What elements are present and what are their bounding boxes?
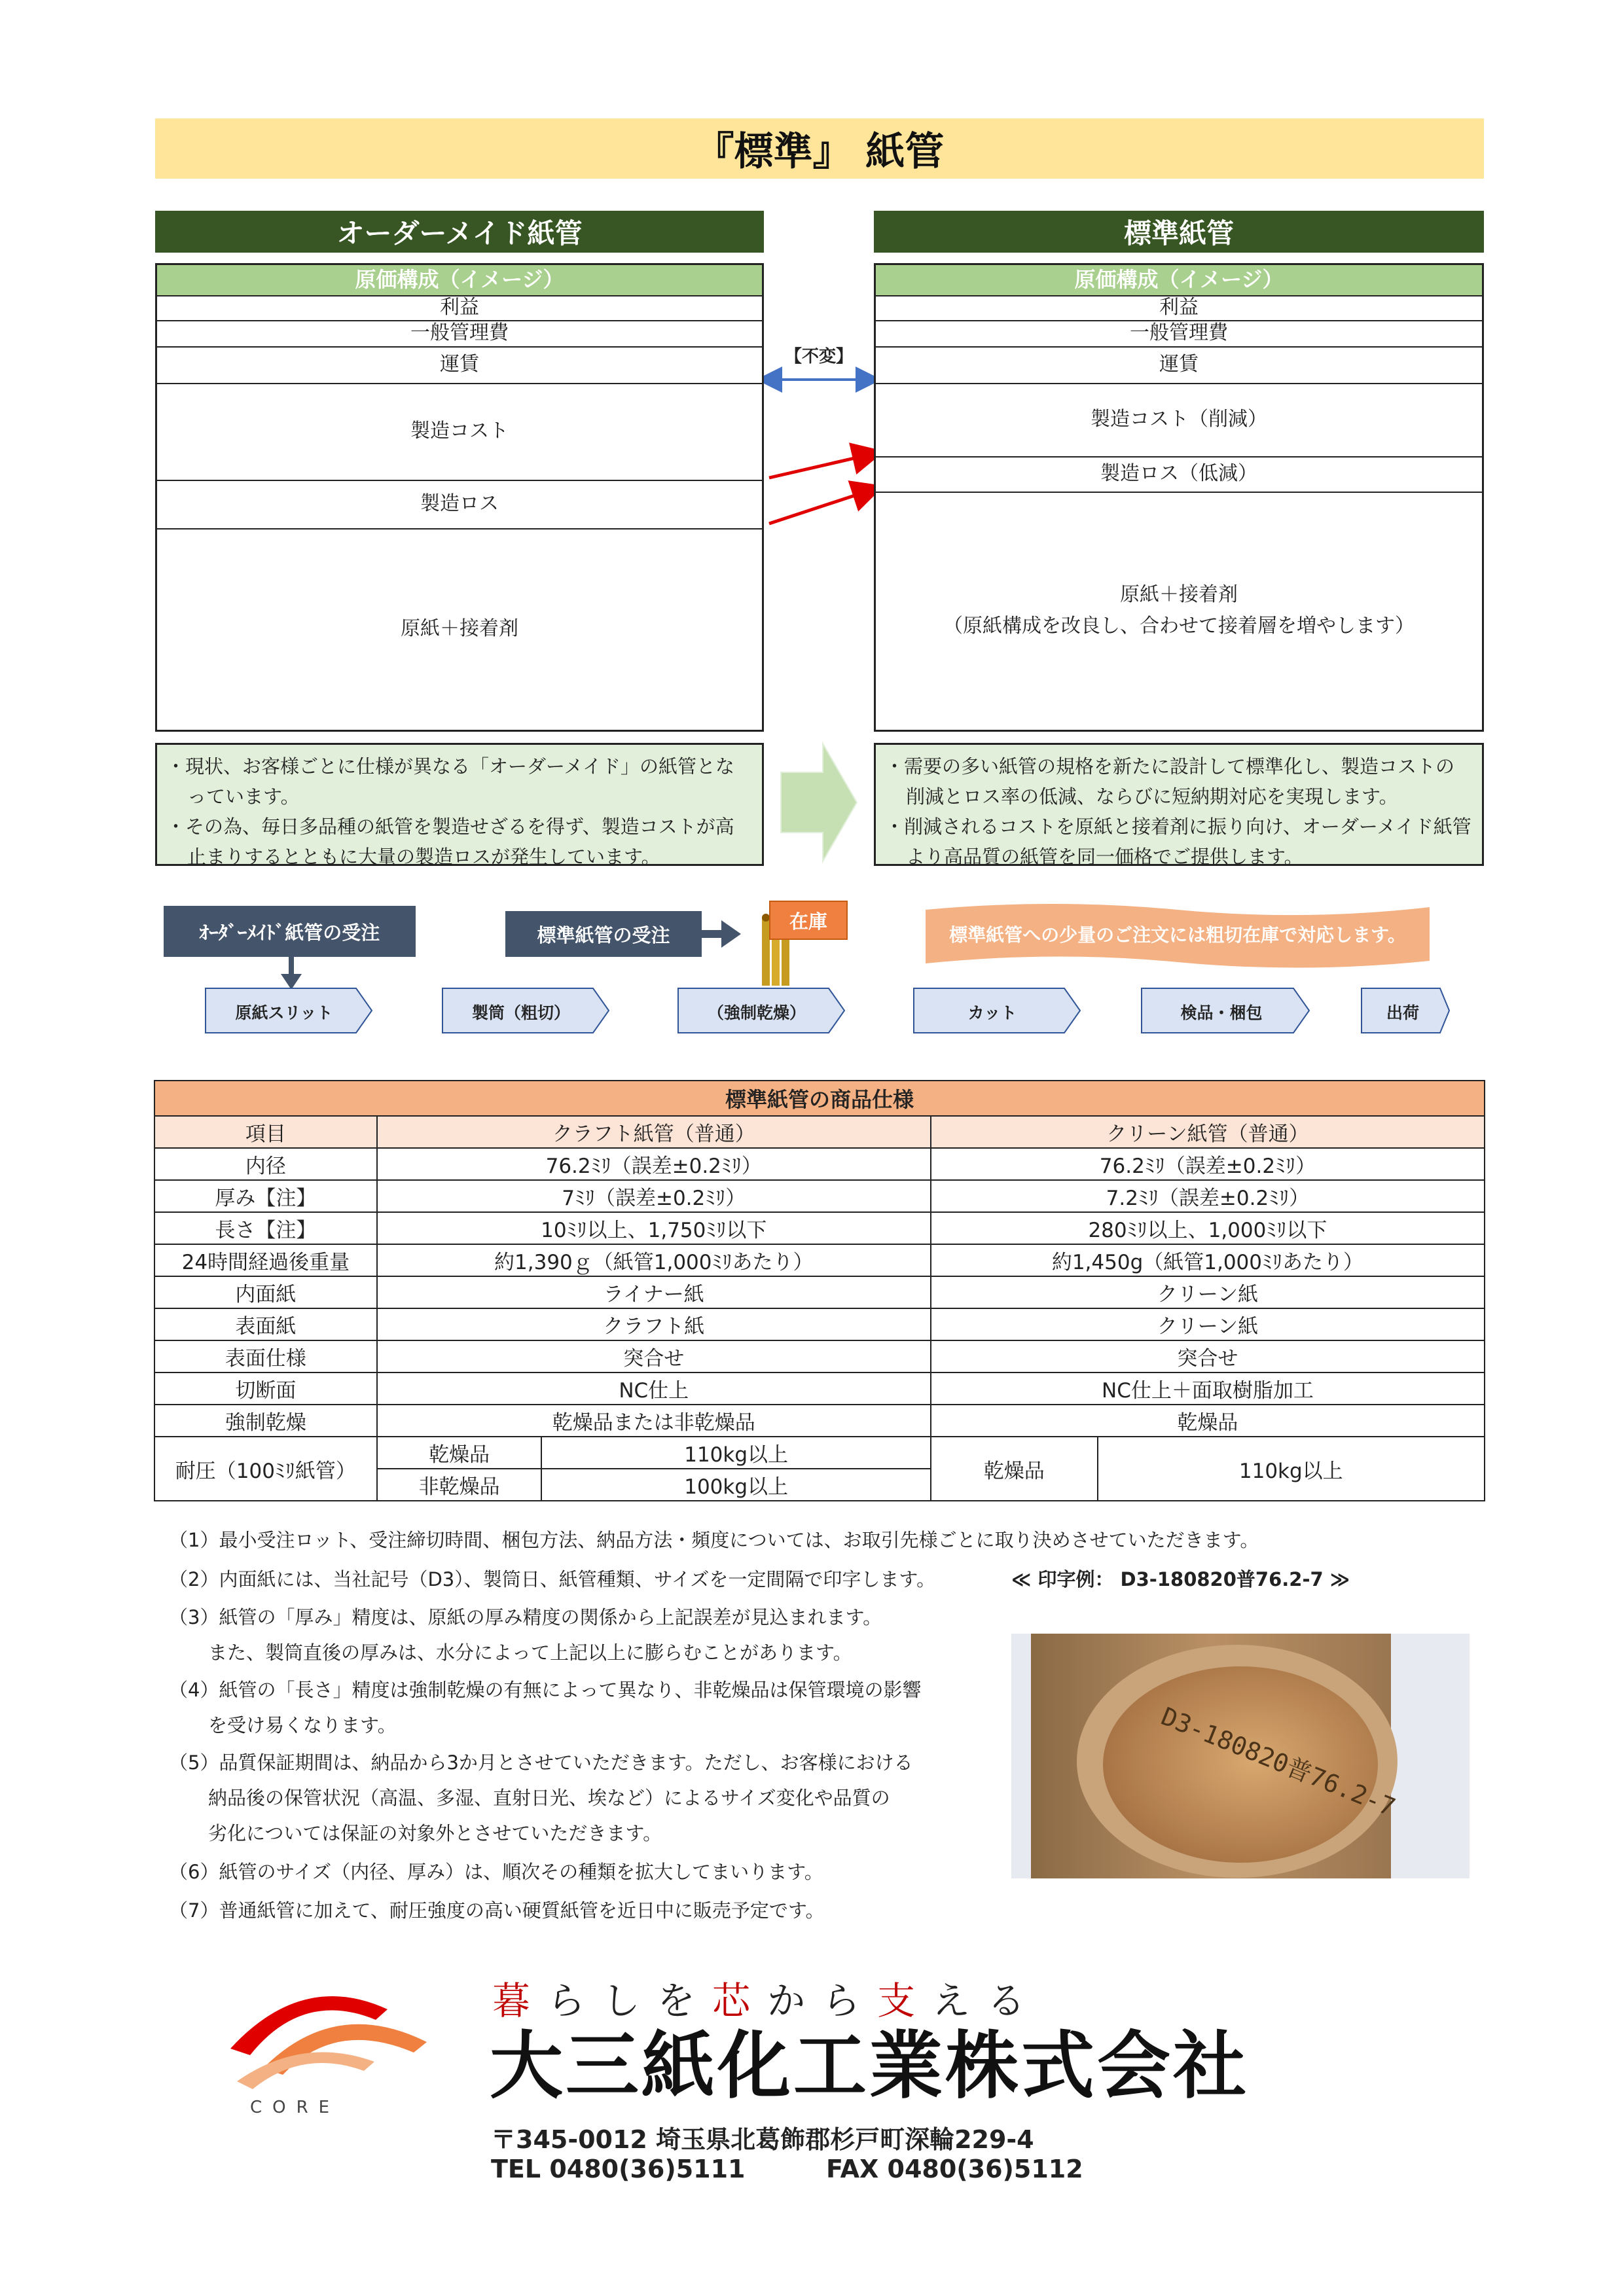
cell: 約1,390ｇ（紙管1,000ﾐﾘあたり） — [377, 1244, 931, 1276]
cell: 24時間経過後重量 — [154, 1244, 377, 1276]
cell: 100kg以上 — [541, 1469, 930, 1501]
slogan-char: 芯 — [712, 1979, 751, 2023]
cost-row-admin: 一般管理費 — [157, 320, 762, 348]
note-3-cont: また、製筒直後の厚みは、水分によって上記以上に膨らむことがあります。 — [208, 1641, 852, 1664]
company-address: 〒345-0012 埼玉県北葛飾郡杉戸町深輪229-4 — [491, 2125, 1034, 2154]
cell: NC仕上 — [377, 1372, 931, 1405]
note-5: （5）品質保証期間は、納品から3か月とさせていただきます。ただし、お客様における — [169, 1751, 913, 1774]
step-dry: （強制乾燥） — [707, 1003, 806, 1022]
cell: 約1,450g（紙管1,000ﾐﾘあたり） — [931, 1244, 1485, 1276]
note-2: （2）内面紙には、当社記号（D3）、製筒日、紙管種類、サイズを一定間隔で印字します。 — [169, 1568, 936, 1590]
note-5-cont: 劣化については保証の対象外とさせていただきます。 — [208, 1822, 662, 1844]
step-inspect: 検品・梱包 — [1180, 1003, 1263, 1022]
cell: 76.2ﾐﾘ（誤差±0.2ﾐﾘ） — [377, 1148, 931, 1180]
cell: NC仕上＋面取樹脂加工 — [931, 1372, 1485, 1405]
slogan-char: 暮 — [492, 1979, 531, 2023]
cost-row-freight: 運賃 — [157, 346, 762, 384]
right-arrow-icon — [702, 918, 742, 950]
green-arrow-icon — [777, 741, 861, 864]
cell: 乾燥品 — [931, 1405, 1485, 1437]
cost-row-manufacturing: 製造コスト（削減） — [876, 383, 1482, 457]
note-4-cont: を受け易くなります。 — [208, 1714, 397, 1736]
pressure-label: 耐圧（100ﾐﾘ紙管） — [154, 1437, 377, 1501]
company-name: 大三紙化工業株式会社 — [490, 2024, 1249, 2109]
cell: ライナー紙 — [377, 1276, 931, 1308]
photo-print-text: D3-180820普76.2-7 — [1157, 1702, 1399, 1822]
company-logo-icon — [224, 1970, 440, 2121]
table-row — [154, 1276, 1485, 1308]
note-4: （4）紙管の「長さ」精度は強制乾燥の有無によって異なり、非乾燥品は保管環境の影響 — [169, 1679, 922, 1701]
table-row — [154, 1372, 1485, 1405]
desc-line: ・削減されるコストを原紙と接着剤に振り向け、オーダーメイド紙管より高品質の紙管を同一価格でご提供します。 — [885, 816, 1471, 868]
cost-row-profit: 利益 — [876, 295, 1482, 321]
spec-title: 標準紙管の商品仕様 — [154, 1081, 1485, 1116]
desc-line: ・現状、お客様ごとに仕様が異なる「オーダーメイド」の紙管となっています。 — [166, 755, 734, 808]
standard-description — [874, 743, 1484, 866]
company-tel: TEL 0480(36)5111 — [491, 2155, 746, 2183]
cost-row-loss: 製造ロス（低減） — [876, 456, 1482, 493]
cell: 乾燥品 — [377, 1437, 542, 1469]
step-slit: 原紙スリット — [235, 1003, 333, 1022]
step-ship: 出荷 — [1386, 1003, 1419, 1022]
cell: 7.2ﾐﾘ（誤差±0.2ﾐﾘ） — [931, 1180, 1485, 1212]
cost-title: 原価構成（イメージ） — [157, 265, 762, 296]
cell: クリーン紙 — [931, 1276, 1485, 1308]
note-1: （1）最小受注ロット、受注締切時間、梱包方法、納品方法・頻度については、お取引先様ごとに取り決めさせていただきます。 — [169, 1529, 1259, 1551]
slogan-char: ら — [547, 1979, 586, 2023]
print-example: ≪ 印字例： D3-180820普76.2-7 ≫ — [1011, 1568, 1350, 1590]
header-kraft: クラフト紙管（普通） — [377, 1116, 931, 1148]
desc-line: ・需要の多い紙管の規格を新たに設計して標準化し、製造コストの削減とロス率の低減、ならびに短納期対応を実現します。 — [885, 755, 1455, 808]
standard-cost-box — [874, 263, 1484, 732]
cost-title: 原価構成（イメージ） — [876, 265, 1482, 296]
cell: 内径 — [154, 1148, 377, 1180]
logo-text: CORE — [250, 2098, 340, 2117]
cell: 110kg以上 — [1098, 1437, 1485, 1501]
table-row — [154, 1405, 1485, 1437]
note-7: （7）普通紙管に加えて、耐圧強度の高い硬質紙管を近日中に販売予定です。 — [169, 1899, 825, 1922]
cost-row-freight: 運賃 — [876, 346, 1482, 384]
comparison-arrows — [764, 367, 874, 537]
order-custom-box: ｵｰﾀﾞｰﾒｲﾄﾞ紙管の受注 — [164, 906, 416, 957]
header-item: 項目 — [154, 1116, 377, 1148]
cell: 長さ【注】 — [154, 1212, 377, 1244]
table-row — [154, 1148, 1485, 1180]
cell: 乾燥品または非乾燥品 — [377, 1405, 931, 1437]
cell: 突合せ — [377, 1340, 931, 1372]
page-title: 『標準』 紙管 — [155, 118, 1484, 179]
table-row — [154, 1340, 1485, 1372]
reduce-arrow-cost — [769, 455, 869, 478]
note-5-cont: 納品後の保管状況（高温、多湿、直射日光、埃など）によるサイズ変化や品質の — [208, 1787, 890, 1809]
slogan — [492, 1970, 1212, 2022]
slogan-char: か — [767, 1979, 806, 2023]
cost-row-manufacturing: 製造コスト — [157, 383, 762, 481]
material-label: 原紙＋接着剤 — [1120, 583, 1238, 606]
stock-note: 標準紙管への少量のご注文には粗切在庫で対応します。 — [949, 924, 1406, 946]
reduce-arrow-loss — [769, 491, 869, 524]
unchanged-label: 【不変】 — [784, 347, 853, 367]
table-row — [154, 1180, 1485, 1212]
table-row — [154, 1308, 1485, 1340]
custom-description — [155, 743, 764, 866]
desc-line: ・その為、毎日多品種の紙管を製造せざるを得ず、製造コストが高止まりするとともに大量の製造ロスが発生しています。 — [166, 816, 734, 868]
table-row — [154, 1244, 1485, 1276]
cost-row-material — [876, 492, 1482, 730]
cell: 76.2ﾐﾘ（誤差±0.2ﾐﾘ） — [931, 1148, 1485, 1180]
cost-row-loss: 製造ロス — [157, 480, 762, 529]
spec-table — [154, 1080, 1485, 1501]
cell: 7ﾐﾘ（誤差±0.2ﾐﾘ） — [377, 1180, 931, 1212]
material-note: （原紙構成を改良し、合わせて接着層を増やします） — [943, 615, 1415, 637]
stock-label: 在庫 — [769, 901, 848, 940]
header-clean: クリーン紙管（普通） — [931, 1116, 1485, 1148]
cell: クリーン紙 — [931, 1308, 1485, 1340]
standard-section-header: 標準紙管 — [874, 211, 1484, 253]
slogan-char: る — [987, 1979, 1026, 2023]
cost-row-material: 原紙＋接着剤 — [401, 617, 518, 640]
order-standard-box: 標準紙管の受注 — [505, 911, 702, 957]
cell: 切断面 — [154, 1372, 377, 1405]
cell: 表面紙 — [154, 1308, 377, 1340]
cell: 乾燥品 — [931, 1437, 1098, 1501]
cell: クラフト紙 — [377, 1308, 931, 1340]
cell: 内面紙 — [154, 1276, 377, 1308]
cost-row-profit: 利益 — [157, 295, 762, 321]
cell: 非乾燥品 — [377, 1469, 542, 1501]
paper-tube-photo — [1011, 1634, 1470, 1878]
slogan-char: ら — [822, 1979, 861, 2023]
company-fax: FAX 0480(36)5112 — [826, 2155, 1083, 2183]
note-3: （3）紙管の「厚み」精度は、原紙の厚み精度の関係から上記誤差が見込まれます。 — [169, 1606, 882, 1628]
cell: 110kg以上 — [541, 1437, 930, 1469]
note-6: （6）紙管のサイズ（内径、厚み）は、順次その種類を拡大してまいります。 — [169, 1861, 823, 1883]
step-cut: カット — [967, 1003, 1017, 1022]
slogan-char: を — [657, 1979, 696, 2023]
cell: 強制乾燥 — [154, 1405, 377, 1437]
slogan-char: し — [602, 1979, 641, 2023]
cell: 280ﾐﾘ以上、1,000ﾐﾘ以下 — [931, 1212, 1485, 1244]
cell: 10ﾐﾘ以上、1,750ﾐﾘ以下 — [377, 1212, 931, 1244]
cell: 表面仕様 — [154, 1340, 377, 1372]
step-tube: 製筒（粗切） — [471, 1003, 570, 1022]
cell: 厚み【注】 — [154, 1180, 377, 1212]
cost-row-admin: 一般管理費 — [876, 320, 1482, 348]
table-row-pressure — [154, 1437, 1485, 1469]
custom-section-header: オーダーメイド紙管 — [155, 211, 764, 253]
slogan-char: え — [932, 1979, 971, 2023]
custom-cost-box — [155, 263, 764, 732]
table-row — [154, 1212, 1485, 1244]
cell: 突合せ — [931, 1340, 1485, 1372]
slogan-char: 支 — [877, 1979, 916, 2023]
